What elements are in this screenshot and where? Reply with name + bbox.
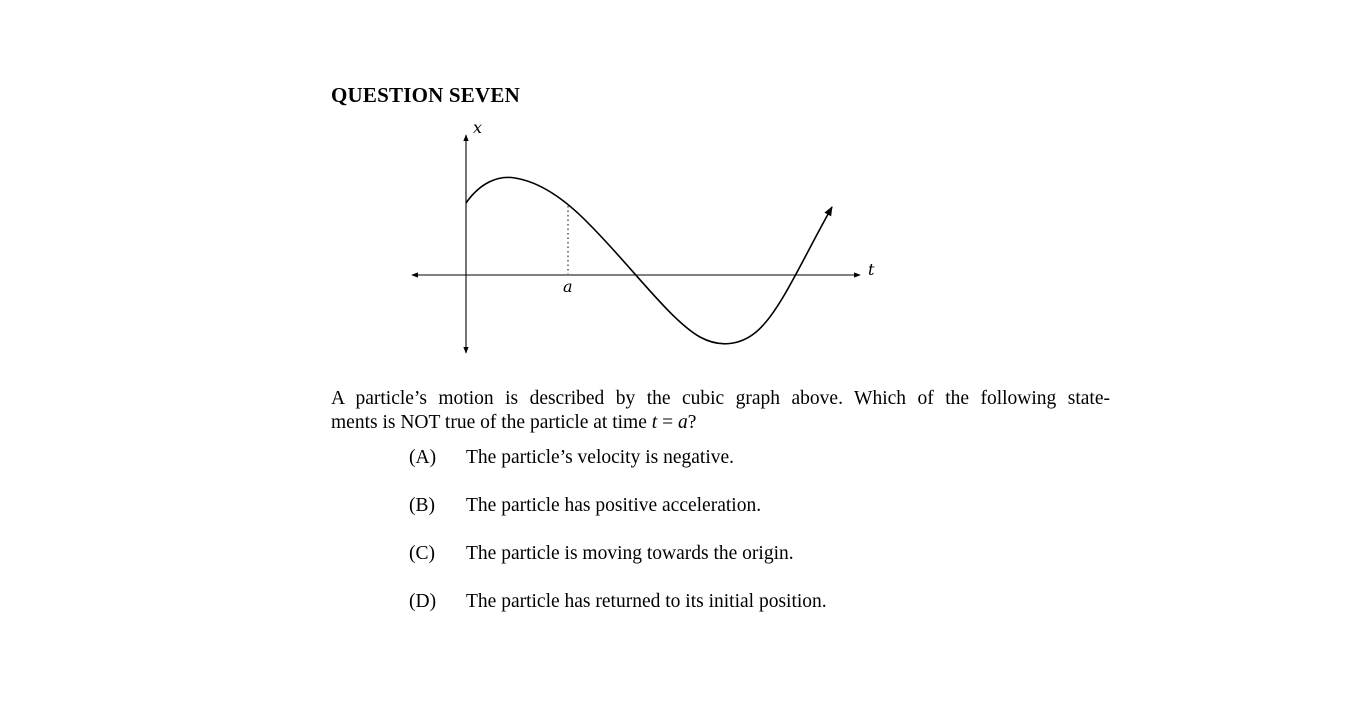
- option-text: The particle is moving towards the origin.: [466, 543, 794, 564]
- question-line-2: [331, 411, 1131, 435]
- equals-sign: =: [662, 412, 674, 433]
- option-letter: (D): [409, 591, 437, 612]
- y-axis-label: x: [473, 118, 483, 137]
- option-letter: (B): [409, 495, 435, 516]
- cubic-curve: [466, 177, 832, 343]
- var-a: a: [677, 412, 688, 433]
- question-line-1: A particle’s motion is described by the cubic graph above. Which of the following state-: [331, 388, 1110, 409]
- option-text: The particle has returned to its initial position.: [466, 591, 827, 612]
- question-heading: QUESTION SEVEN: [331, 83, 520, 107]
- question-text: [331, 387, 1131, 435]
- option-letter: (A): [409, 447, 437, 468]
- option-text: The particle has positive acceleration.: [466, 495, 762, 516]
- x-axis-label: t: [868, 260, 875, 279]
- option-text: The particle’s velocity is negative.: [466, 447, 735, 468]
- question-line-2-prefix: ments is NOT true of the particle at time: [331, 412, 647, 433]
- marker-label: a: [563, 277, 573, 296]
- option-letter: (C): [409, 543, 435, 564]
- question-mark: ?: [687, 412, 697, 433]
- cubic-graph: [400, 115, 890, 365]
- var-t: t: [651, 412, 658, 433]
